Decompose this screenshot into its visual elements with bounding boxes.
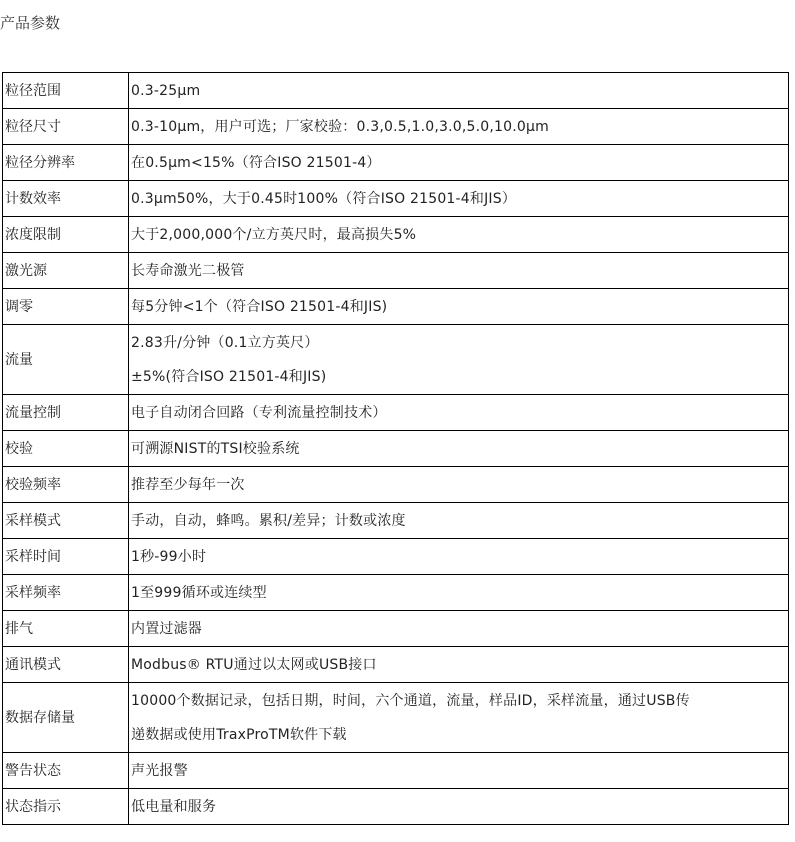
param-value-line: 长寿命激光二极管 [131,262,245,279]
param-value [129,289,789,325]
param-value-line: 可溯源NIST的TSI校验系统 [131,440,300,457]
param-value-line: 手动，自动，蜂鸣。累积/差异；计数或浓度 [131,512,406,529]
param-label: 流量 [3,325,129,395]
param-value [129,145,789,181]
param-value [129,647,789,683]
param-label: 数据存储量 [3,683,129,753]
param-value [129,217,789,253]
table-row [3,467,789,503]
table-row [3,325,789,395]
param-label: 粒径尺寸 [3,109,129,145]
param-label: 状态指示 [3,789,129,825]
param-label: 调零 [3,289,129,325]
param-label: 排气 [3,611,129,647]
spec-table [2,72,789,825]
param-value-line: 0.3μm50%，大于0.45时100%（符合ISO 21501-4和JIS） [131,190,517,207]
param-value [129,109,789,145]
param-label: 校验频率 [3,467,129,503]
param-value-line: 内置过滤器 [131,620,202,637]
table-row [3,145,789,181]
param-value [129,253,789,289]
table-row [3,647,789,683]
param-value [129,467,789,503]
param-value [129,503,789,539]
param-label: 粒径分辨率 [3,145,129,181]
table-row [3,289,789,325]
param-value-line: 声光报警 [131,762,188,779]
param-value [129,431,789,467]
table-row [3,431,789,467]
param-value [129,789,789,825]
param-value [129,539,789,575]
param-value [129,395,789,431]
table-row [3,109,789,145]
param-value-line: 递数据或使用TraxProTM软件下载 [131,726,347,743]
param-label: 浓度限制 [3,217,129,253]
param-label: 采样频率 [3,575,129,611]
param-label: 流量控制 [3,395,129,431]
param-label: 警告状态 [3,753,129,789]
param-value-line: 0.3-25μm [131,82,201,99]
param-value [129,181,789,217]
param-label: 采样时间 [3,539,129,575]
param-value-line: 1至999循环或连续型 [131,584,267,601]
param-value [129,575,789,611]
param-value [129,753,789,789]
param-value [129,73,789,109]
param-value-line: 在0.5μm<15%（符合ISO 21501-4） [131,154,381,171]
param-value-line: 低电量和服务 [131,798,217,815]
table-row [3,575,789,611]
param-value-line: 大于2,000,000个/立方英尺时，最高损失5% [131,226,417,243]
param-label: 计数效率 [3,181,129,217]
table-row [3,683,789,753]
spec-table-body [3,73,789,825]
param-value-line: 0.3-10μm，用户可选；厂家校验：0.3,0.5,1.0,3.0,5.0,10.0μm [131,118,549,135]
param-value [129,683,789,753]
param-label: 校验 [3,431,129,467]
param-value-line: 10000个数据记录，包括日期，时间，六个通道，流量，样品ID，采样流量，通过USB传 [131,692,690,709]
param-value-line: 推荐至少每年一次 [131,476,245,493]
param-label: 通讯模式 [3,647,129,683]
param-label: 粒径范围 [3,73,129,109]
param-value-line: Modbus® RTU通过以太网或USB接口 [131,656,377,673]
param-value-line: 电子自动闭合回路（专利流量控制技术） [131,404,387,421]
table-row [3,789,789,825]
table-row [3,73,789,109]
page-title: 产品参数 [0,14,61,32]
param-value-line: 每5分钟<1个（符合ISO 21501-4和JIS) [131,298,388,315]
table-row [3,181,789,217]
param-value-line: 2.83升/分钟（0.1立方英尺） [131,334,319,351]
param-value [129,325,789,395]
table-row [3,539,789,575]
table-row [3,611,789,647]
param-value-line: ±5%(符合ISO 21501-4和JIS) [131,368,327,385]
table-row [3,753,789,789]
table-row [3,395,789,431]
param-label: 激光源 [3,253,129,289]
table-row [3,253,789,289]
param-value [129,611,789,647]
param-value-line: 1秒-99小时 [131,548,207,565]
table-row [3,217,789,253]
param-label: 采样模式 [3,503,129,539]
table-row [3,503,789,539]
